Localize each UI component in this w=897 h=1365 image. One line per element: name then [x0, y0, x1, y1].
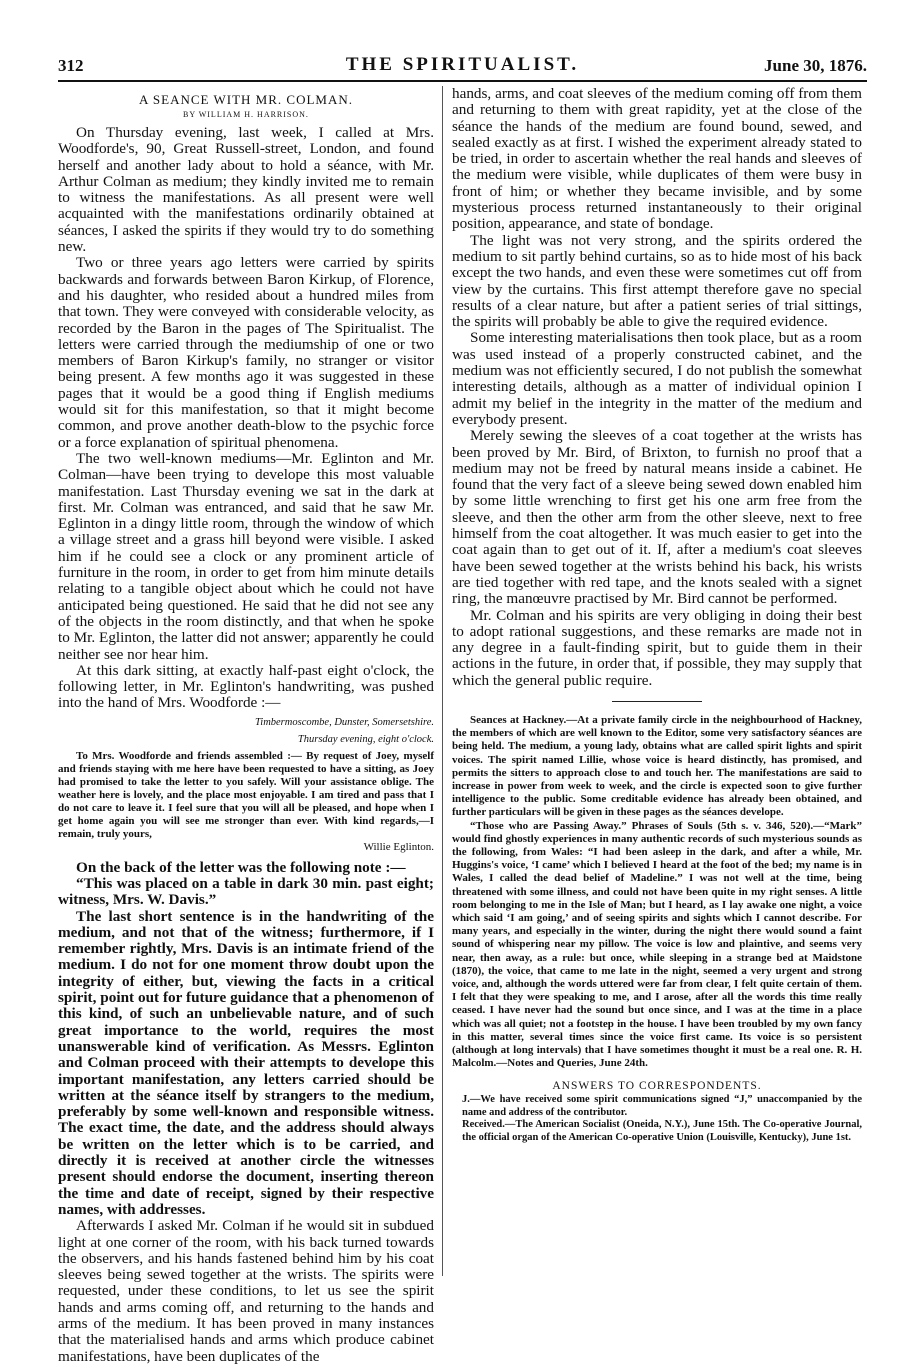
letter-text: To Mrs. Woodforde and friends assembled :— By request of Joey, myself and friends staying with me here have been requested to have a sitting, as Joey had promised to take the letter to you safely. Will your assistance oblige. The weather here is lovely, and the place most enjoyable. I am tired and pass that I do not care to leave it. I feel sure that you will all be pleased, and hope when I get home again you will see me stronger than ever. With kind regards,—I remain, truly yours, — [58, 749, 434, 840]
quoted-letter — [58, 750, 434, 854]
paragraph: On Thursday evening, last week, I called at Mrs. Woodforde's, 90, Great Russell-street, London, and found herself and another lady about to hold a séance, with Mr. Arthur Colman as medium; they kindly invited me to remain to witness the manifestations. As all present were well acquainted with the manifestations ordinarily obtained at séances, I asked the spirits if they would try to do something new. — [58, 124, 434, 256]
answer-item: J.—We have received some spirit communications signed “J,” unaccompanied by the name and address of the contributor. — [462, 1094, 862, 1118]
running-head — [58, 52, 867, 82]
article-title: A SEANCE WITH MR. COLMAN. — [139, 92, 353, 107]
left-column — [58, 86, 434, 1365]
dateline-time: Thursday evening, eight o'clock. — [297, 733, 434, 745]
journal-title: THE SPIRITUALIST. — [345, 54, 580, 75]
page-number: 312 — [58, 56, 84, 75]
letter-signature: Willie Eglinton. — [363, 840, 434, 853]
paragraph: “This was placed on a table in dark 30 min. past eight; witness, Mrs. W. Davis.” — [58, 874, 434, 909]
paragraph: On the back of the letter was the following note :— — [76, 858, 406, 876]
right-column — [452, 86, 862, 1281]
paragraph: The two well-known mediums—Mr. Eglinton and Mr. Colman—have been trying to develope this most valuable manifestation. Last Thursday evening we sat in the dark at first. Mr. Colman was entranced, and said that he saw Mr. Eglinton in a dingy little room, through the window of which a village street and a grass hill beyond were visible. I asked him if he could see a clock or any prominent article of furniture in the room, in order to get from him minute details relating to a tangible object about which he could not have anticipated being questioned. He said that he did not see any of the objects in the room distinctly, and that when he spoke to Mr. Eglinton, the latter did not answer; apparently he could neither see nor hear him. — [58, 449, 434, 663]
answers-title: ANSWERS TO CORRESPONDENTS. — [552, 1080, 762, 1093]
issue-date: June 30, 1876. — [764, 56, 867, 75]
answer-item: Received.—The American Socialist (Oneida, N.Y.), June 15th. The Co-operative Journal, the official organ of the American Co-operative Union (Louisville, Kentucky), June 1st. — [462, 1119, 862, 1143]
paragraph: Mr. Colman and his spirits are very obliging in doing their best to adopt rational suggestions, and these remarks are made not in any degree in a fault-finding spirit, but to guide them in their actions in the future, in order that, if possible, they may supply that which the general public require. — [452, 606, 862, 689]
answers-list — [452, 1094, 862, 1144]
paragraph: The light was not very strong, and the spirits ordered the medium to sit partly behind curtains, so as to hide most of his back except the two hands, and even these were sometimes cut off from view by the curtains. This first attempt therefore gave no special results of a clear nature, but after a patient series of trial sittings, the spirits will probably be able to give the required evidence. — [452, 231, 862, 331]
seances-note: Seances at Hackney.—At a private family circle in the neighbourhood of Hackney, the members of which are well known to the Editor, some very satisfactory séances are being held. The medium, a young lady, obtains what are called spirit lights and spirit voices. The spirit named Lillie, whose voice is heard distinctly, has promised, and permits the sitters to approach close to and touch her. The manifestations are said to increase in power from week to week, and the circle is expected soon to give further intelligence to the public. Some creditable evidence has already been obtained, and further particulars will be given in these pages as the séances develope. — [452, 713, 862, 819]
section-divider — [612, 701, 702, 702]
article-byline: BY WILLIAM H. HARRISON. — [183, 110, 309, 119]
paragraph: Afterwards I asked Mr. Colman if he would sit in subdued light at one corner of the room, with his back turned towards the observers, and his hands fastened behind him by his coat sleeves being sewed together at the wrists. The spirits were requested, under these conditions, to let us see the spirit hands and arms coming off, and returning to the hands and arms of the medium. It has been proved in many instances that the materialised hands and arms which produce cabinet manifestations, have been duplicates of the — [58, 1217, 434, 1365]
paragraph: Merely sewing the sleeves of a coat together at the wrists has been proved by Mr. Bird, of Brixton, to furnish no proof that a medium may not be freed by natural means inside a cabinet. He found that the very fact of a sleeve being sewed down enabled him by some little wrenching to first get his one arm free from the sleeve, and then the other arm from the other sleeve, next to free himself from the coat altogether. It was much easier to get into the coat again than to get out of it. If, after a medium's coat sleeves have been sewed together at the wrists behind his back, his wrists are tied together with red tape, and the knots sealed with a signet ring, the manœuvre practised by Mr. Bird cannot be performed. — [452, 427, 862, 608]
paragraph: The last short sentence is in the handwriting of the medium, and not that of the witness; furthermore, if I remember rightly, Mrs. Davis is an intimate friend of the medium. I do not for one moment throw doubt upon the integrity of either, but, viewing the facts in a critical spirit, point out for future guidance that a phenomenon of this kind, of such an unbelievable nature, and of such great importance to the world, requires the most unanswerable kind of verification. As Messrs. Eglinton and Colman proceed with their attempts to develope this important manifestation, any letters carried should be written at the séance itself by strangers to the medium, preferably by some well-known and responsible witness. The exact time, the date, and the address should always be written on the letter which is to be carried, and directly it is received at another circle the witnesses present should endorse the document, inserting thereon the time and date of receipt, signed by their respective names, with addresses. — [58, 907, 434, 1218]
paragraph: Two or three years ago letters were carried by spirits backwards and forwards between Baron Kirkup, of Florence, and his daughter, who resided about a hundred miles from that town. They were conveyed with considerable velocity, as recorded by the Baron in the pages of The Spiritualist. The letters were carried through the mediumship of one or two members of Baron Kirkup's family, no stranger or visitor being present. A few months ago it was suggested in these pages that it would be a good thing if English mediums would sit for this manifestation, so that it might become common, and prove another death-blow to the psychic force or a force explanation of spiritual phenomena. — [58, 254, 434, 451]
paragraph: At this dark sitting, at exactly half-past eight o'clock, the following letter, in Mr. Eglinton's handwriting, was pushed into the hand of Mrs. Woodforde :— — [58, 661, 434, 712]
quotation-note: “Those who are Passing Away.” Phrases of Souls (5th s. v. 346, 520).—“Mark” would find ghostly experiences in many authentic records of such mysterious sounds as the following, from Wales: “I had been asleep in the dark, and after a while, Mr. Huggins's voice, ‘I came’ which I believed I heard at the foot of the bed; my name is in Wales, I called the dead belief of Madeline.” I was not well at the time, being threatened with some illness, and could not have been quite in my right senses. A little room belonging to me in the Isle of Man; but I heard, as I lay awake one night, a voice which said ‘I am going,’ and of seeing spirits and sights which I cannot describe. For many years, and especially in the winter, during the night there would sound a faint sound of whispering near my pillow. The voice is low and plaintive, and seems very near, then away, as a rule: but once, while sleeping in a strange bed at Maidstone (1870), the voice, that came to me late in the night, seemed a very urgent and strong voice, and, although the words uttered were far from clear, I felt quite certain of them. I felt that they were speaking to me, and I arose, after all the words this time really ceased. I have never had the sound but once since, and I was at the time in a place which was all quiet; not a footstep in the house. I have been troubled by my own fancy in this matter, several times since the voice first came. Its voice is so persistent (although at long intervals) that I have sometimes thought it must be a real one. R. H. Malcolm.—Notes and Queries, June 24th. — [452, 819, 862, 1070]
paragraph: Some interesting materialisations then took place, but as a room was used instead of a properly constructed cabinet, and the medium was not efficiently secured, I do not publish the somewhat interesting details, although as a matter of individual opinion I admit my belief in the integrity in the matter of the medium and everybody present. — [452, 329, 862, 428]
dateline-place: Timbermoscombe, Dunster, Somersetshire. — [255, 716, 434, 728]
column-rule — [442, 86, 443, 1276]
paragraph: hands, arms, and coat sleeves of the medium coming off from them and returning to them with great rapidity, yet at the close of the séance the hands of the medium are found bound, sewed, and sealed exactly as at first. I wished the experiment already stated to be tried, in order to ascertain whether the real hands and sleeves of the medium were visible, while duplicates of them were busy in front of him; or whether they became invisible, and by some mysterious process returned instantaneously to their original position, appearance, and state of bondage. — [452, 85, 862, 233]
